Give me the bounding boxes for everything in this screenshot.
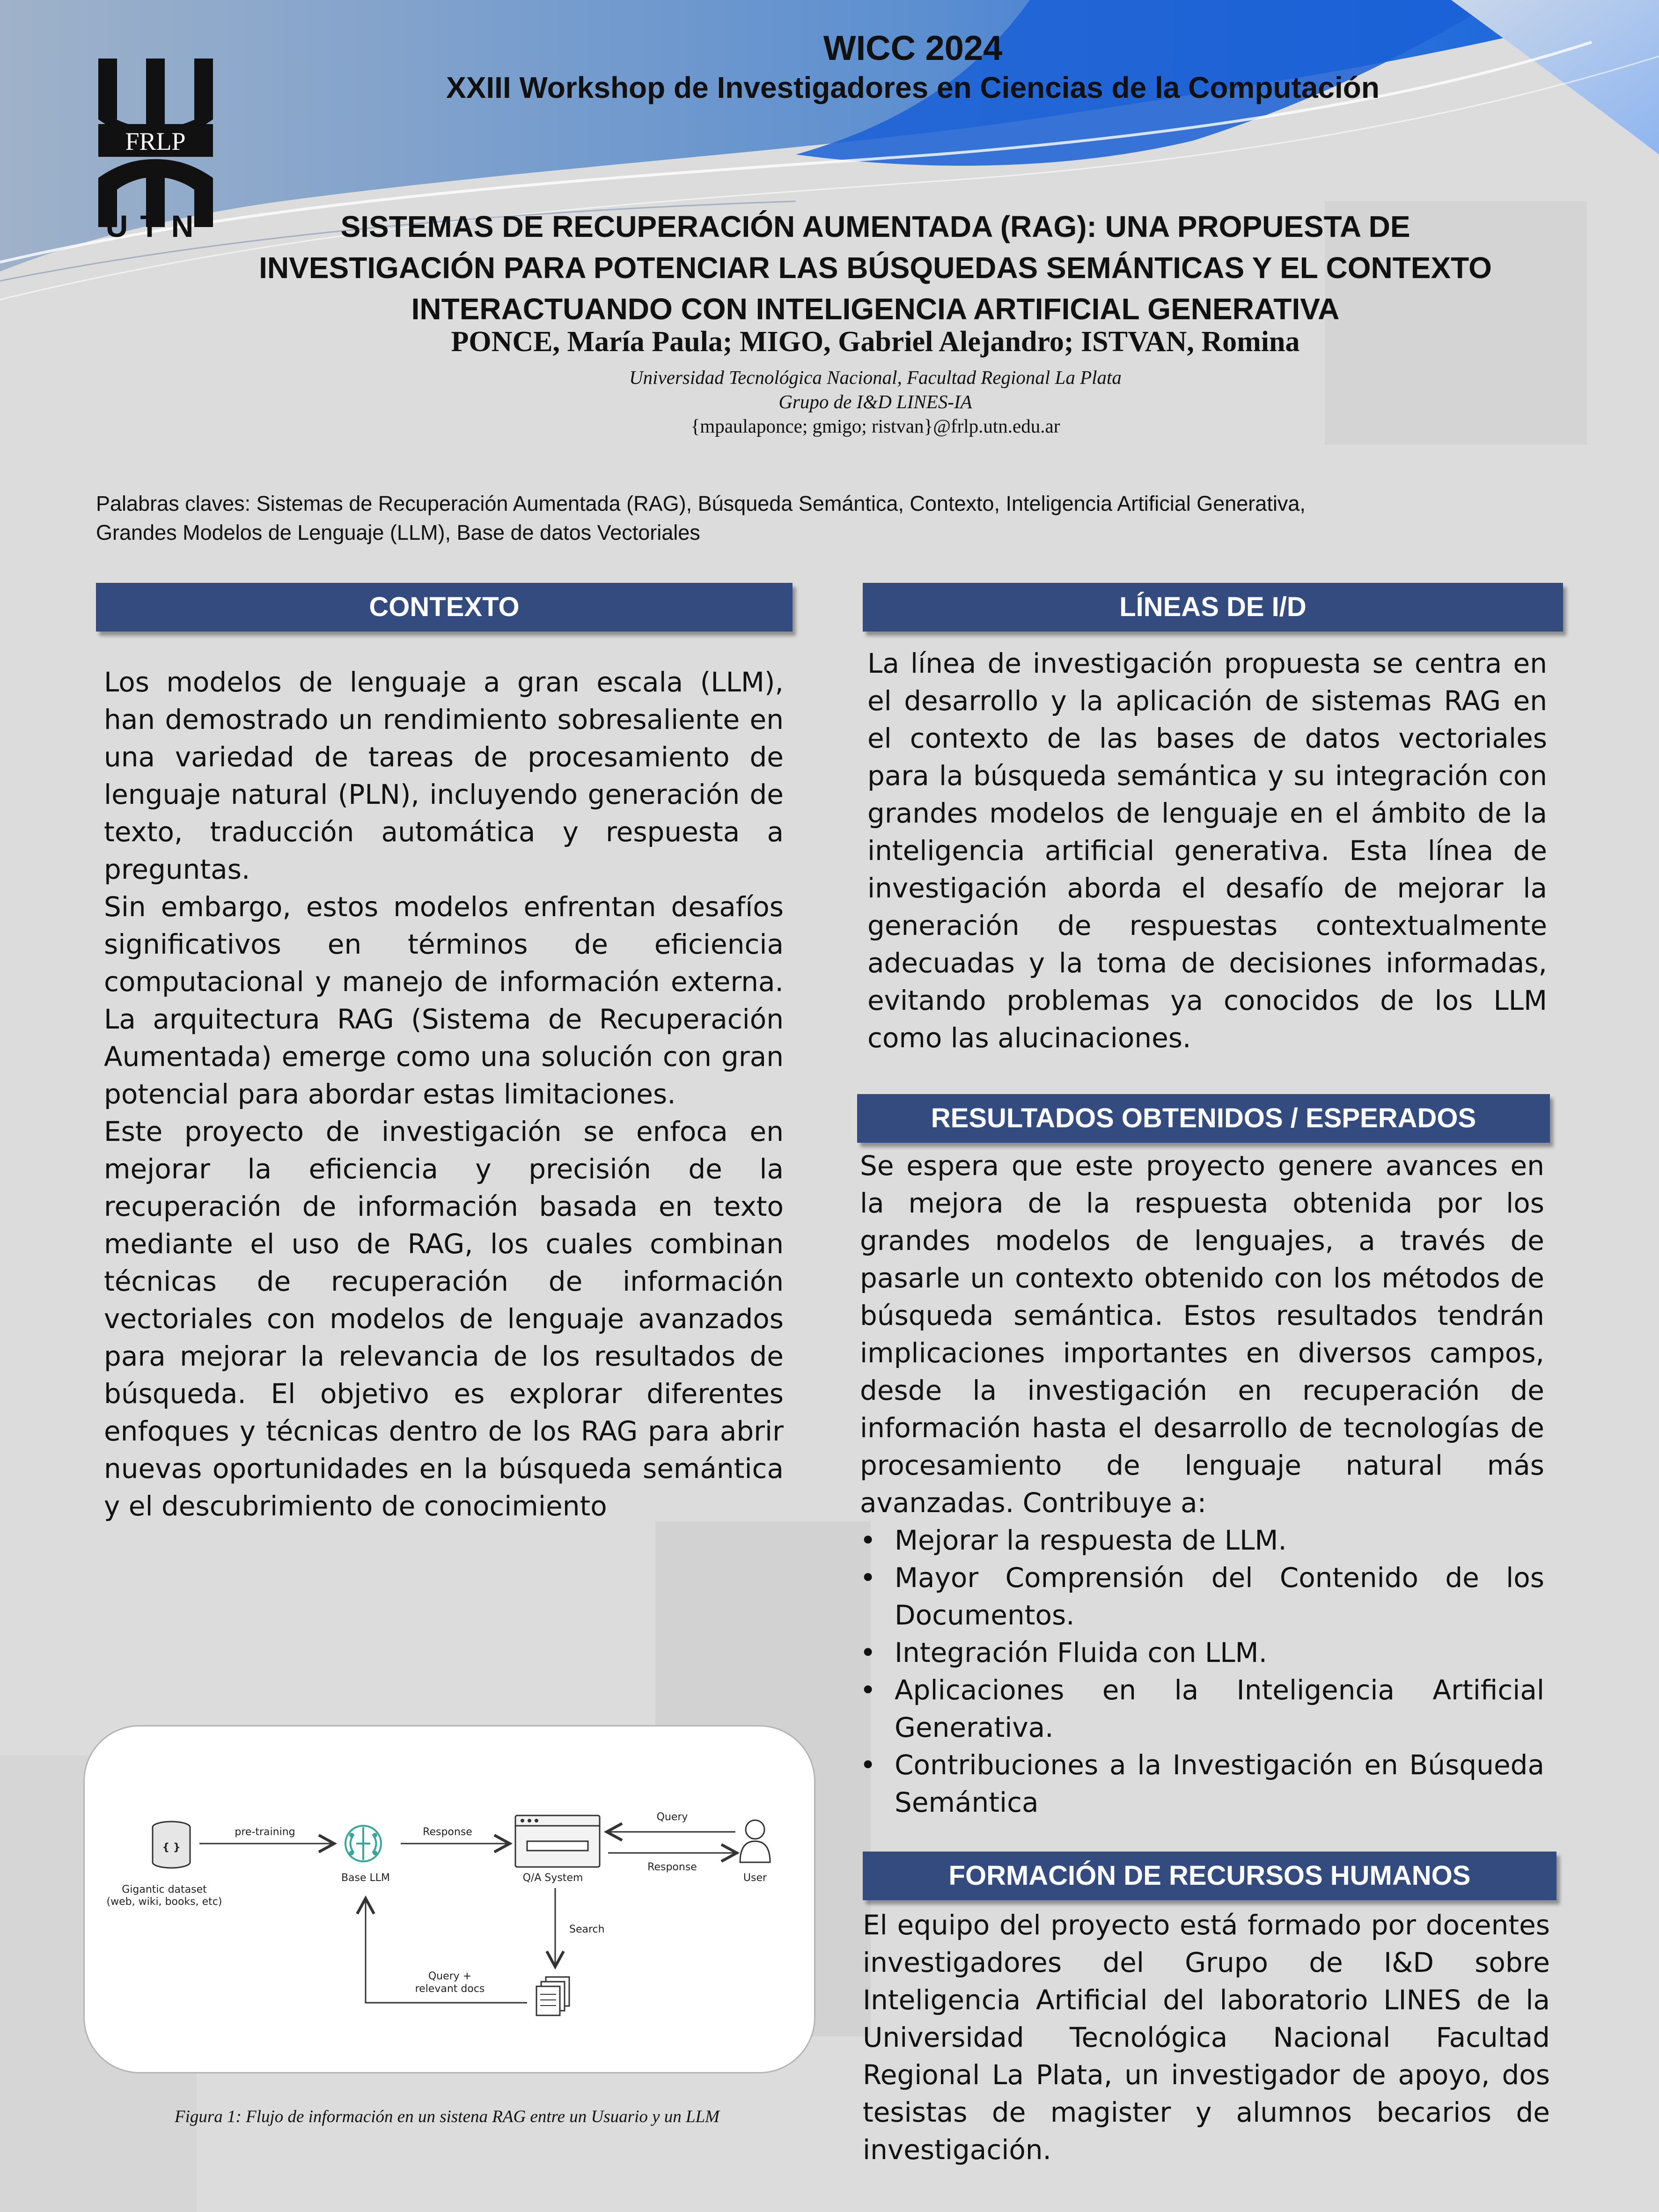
qa-system-label: Q/A System	[522, 1872, 583, 1884]
search-label: Search	[569, 1924, 605, 1935]
query-label: Query	[656, 1811, 688, 1823]
list-item: • Mejorar la respuesta de LLM.	[860, 1521, 1544, 1559]
paper-title-line: SISTEMAS DE RECUPERACIÓN AUMENTADA (RAG): UNA PROPUESTA DE	[340, 210, 1410, 243]
qa-system-icon	[515, 1815, 600, 1867]
resultados-body	[860, 1147, 1544, 1821]
logo-bottom-text: UTN	[105, 209, 206, 243]
list-item: • Aplicaciones en la Inteligencia Artificial Generativa.	[860, 1671, 1544, 1746]
section-header-resultados: RESULTADOS OBTENIDOS / ESPERADOS	[857, 1094, 1550, 1143]
research-group: Grupo de I&D LINES-IA	[778, 391, 972, 412]
rag-flow-figure	[83, 1725, 815, 2073]
event-title: WICC 2024	[823, 29, 1003, 67]
paragraph: Este proyecto de investigación se enfoca en mejorar la eficiencia y precisión de la recuperación de información basada en texto mediante el uso de RAG, los cuales combinan técnicas de recuperación de información vectoriales con modelos de lenguaje avanzados para mejorar la relevancia de los resultados de búsqueda. El objetivo es explorar diferentes enfoques y técnicas dentro de los RAG para abrir nuevas oportunidades en la búsqueda semántica y el descubrimiento de conocimiento	[104, 1116, 784, 1522]
authors: PONCE, María Paula; MIGO, Gabriel Alejandro; ISTVAN, Romina	[451, 326, 1300, 358]
figure-caption: Figura 1: Flujo de información en un sistena RAG entre un Usuario y un LLM	[174, 2107, 720, 2126]
query-relevant-sublabel: relevant docs	[415, 1983, 485, 1995]
contributions-list	[860, 1521, 1544, 1821]
rag-flow-diagram	[85, 1727, 814, 2072]
affiliation: Universidad Tecnológica Nacional, Facultad Regional La Plata	[629, 367, 1122, 388]
dataset-sublabel: (web, wiki, books, etc)	[106, 1896, 222, 1908]
list-item: • Contribuciones a la Investigación en Búsqueda Semántica	[860, 1746, 1544, 1821]
section-header-contexto: CONTEXTO	[96, 583, 793, 632]
keywords-line: Palabras claves: Sistemas de Recuperación Aumentada (RAG), Búsqueda Semántica, Contexto, Inteligencia Artificial Generativa,	[96, 492, 1306, 515]
user-icon	[740, 1820, 770, 1862]
base-llm-label: Base LLM	[341, 1872, 390, 1884]
response-label: Response	[423, 1826, 472, 1838]
query-relevant-label: Query +	[428, 1970, 472, 1982]
pretraining-label: pre-training	[235, 1826, 295, 1838]
affiliation-block	[197, 365, 1554, 438]
section-header-lineas: LÍNEAS DE I/D	[863, 583, 1563, 632]
brain-icon	[345, 1826, 381, 1861]
section-header-formacion: FORMACIÓN DE RECURSOS HUMANOS	[863, 1852, 1556, 1900]
paragraph: Sin embargo, estos modelos enfrentan desafíos significativos en términos de eficiencia computacional y manejo de información externa. La arquitectura RAG (Sistema de Recuperación Aumentada) emerge como una solución con gran potencial para abordar estas limitaciones.	[104, 891, 784, 1110]
db-symbol: { }	[162, 1842, 181, 1853]
paragraph: Los modelos de lenguaje a gran escala (LLM), han demostrado un rendimiento sobresaliente en una variedad de tareas de procesamiento de lenguaje natural (PLN), incluyendo generación de texto, traducción automática y respuesta a preguntas.	[104, 666, 784, 885]
documents-icon	[536, 1977, 569, 2015]
paper-title-line: INVESTIGACIÓN PARA POTENCIAR LAS BÚSQUEDAS SEMÁNTICAS Y EL CONTEXTO	[259, 251, 1492, 285]
emails: {mpaulaponce; gmigo; ristvan}@frlp.utn.edu.ar	[690, 415, 1060, 437]
response-to-user-label: Response	[647, 1861, 697, 1873]
logo-top-text: FRLP	[125, 127, 186, 155]
lineas-body: La línea de investigación propuesta se centra en el desarrollo y la aplicación de sistemas RAG en el contexto de las bases de datos vectoriales para la búsqueda semántica y su integración con grandes modelos de lenguaje en el ámbito de la inteligencia artificial generativa. Esta línea de investigación aborda el desafío de mejorar la generación de respuestas contextualmente adecuadas y la toma de decisiones informadas, evitando problemas ya conocidos de los LLM como las alucinaciones.	[867, 647, 1547, 1054]
paragraph: Se espera que este proyecto genere avances en la mejora de la respuesta obtenida por los grandes modelos de lenguajes, a través de pasarle un contexto obtenido con los métodos de búsqueda semántica. Estos resultados tendrán implicaciones importantes en diversos campos, desde la investigación en recuperación de información hasta el desarrollo de tecnologías de procesamiento de lenguaje natural más avanzadas. Contribuye a:	[860, 1150, 1544, 1519]
keywords	[96, 489, 1500, 547]
list-item: • Mayor Comprensión del Contenido de los Documentos.	[860, 1559, 1544, 1634]
list-item: • Integración Fluida con LLM.	[860, 1634, 1544, 1671]
paper-title-line: INTERACTUANDO CON INTELIGENCIA ARTIFICIAL GENERATIVA	[411, 292, 1340, 326]
user-label: User	[743, 1872, 767, 1884]
contexto-body	[104, 663, 784, 1525]
formacion-body: El equipo del proyecto está formado por docentes investigadores del Grupo de I&D sobre Inteligencia Artificial del laboratorio LINES de la Universidad Tecnológica Nacional Facultad Regional La Plata, un investigador de apoyo, dos tesistas de magister y alumnos becarios de investigación.	[863, 1909, 1550, 2166]
event-subtitle: XXIII Workshop de Investigadores en Ciencias de la Computación	[446, 71, 1380, 104]
database-icon	[153, 1822, 190, 1868]
paper-title	[197, 206, 1554, 330]
dataset-label: Gigantic dataset	[122, 1884, 207, 1896]
keywords-line: Grandes Modelos de Lenguaje (LLM), Base de datos Vectoriales	[96, 521, 700, 544]
